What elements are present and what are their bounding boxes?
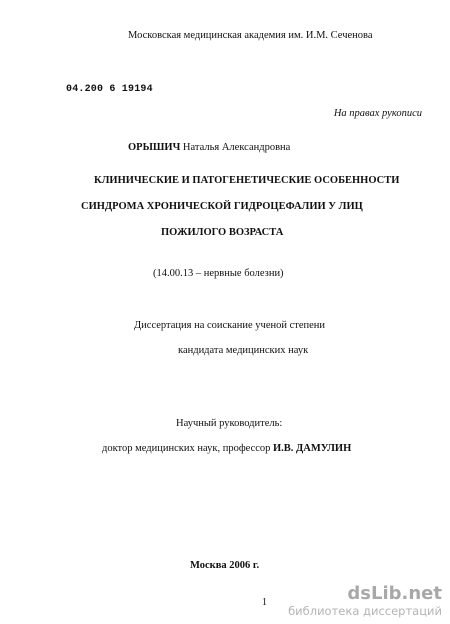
registration-number: 04.200 6 19194 <box>66 84 153 95</box>
author-surname: ОРЫШИЧ <box>128 142 181 153</box>
dissertation-line-2: кандидата медицинских наук <box>178 345 309 356</box>
title-line-2: СИНДРОМА ХРОНИЧЕСКОЙ ГИДРОЦЕФАЛИИ У ЛИЦ <box>81 201 363 212</box>
supervisor-line <box>102 443 351 454</box>
supervisor-label: Научный руководитель: <box>176 418 283 429</box>
dissertation-line-1: Диссертация на соискание ученой степени <box>134 320 326 331</box>
page-number: 1 <box>262 597 267 608</box>
title-line-1: КЛИНИЧЕСКИЕ И ПАТОГЕНЕТИЧЕСКИЕ ОСОБЕННОСТИ <box>94 175 400 186</box>
author-given-names: Наталья Александровна <box>182 142 291 153</box>
author-line <box>128 142 290 153</box>
watermark-logo: dsLib.net <box>347 583 442 604</box>
title-line-3: ПОЖИЛОГО ВОЗРАСТА <box>161 227 284 238</box>
watermark-subtitle: библиотека диссертаций <box>288 604 442 618</box>
watermark <box>288 584 442 618</box>
specialty-code: (14.00.13 – нервные болезни) <box>153 268 284 279</box>
institution-name: Московская медицинская академия им. И.М. Сеченова <box>128 30 373 41</box>
city-year: Москва 2006 г. <box>190 560 260 571</box>
supervisor-name: И.В. ДАМУЛИН <box>273 443 352 454</box>
rights-note: На правах рукописи <box>333 108 422 119</box>
supervisor-degree: доктор медицинских наук, профессор <box>102 443 271 454</box>
